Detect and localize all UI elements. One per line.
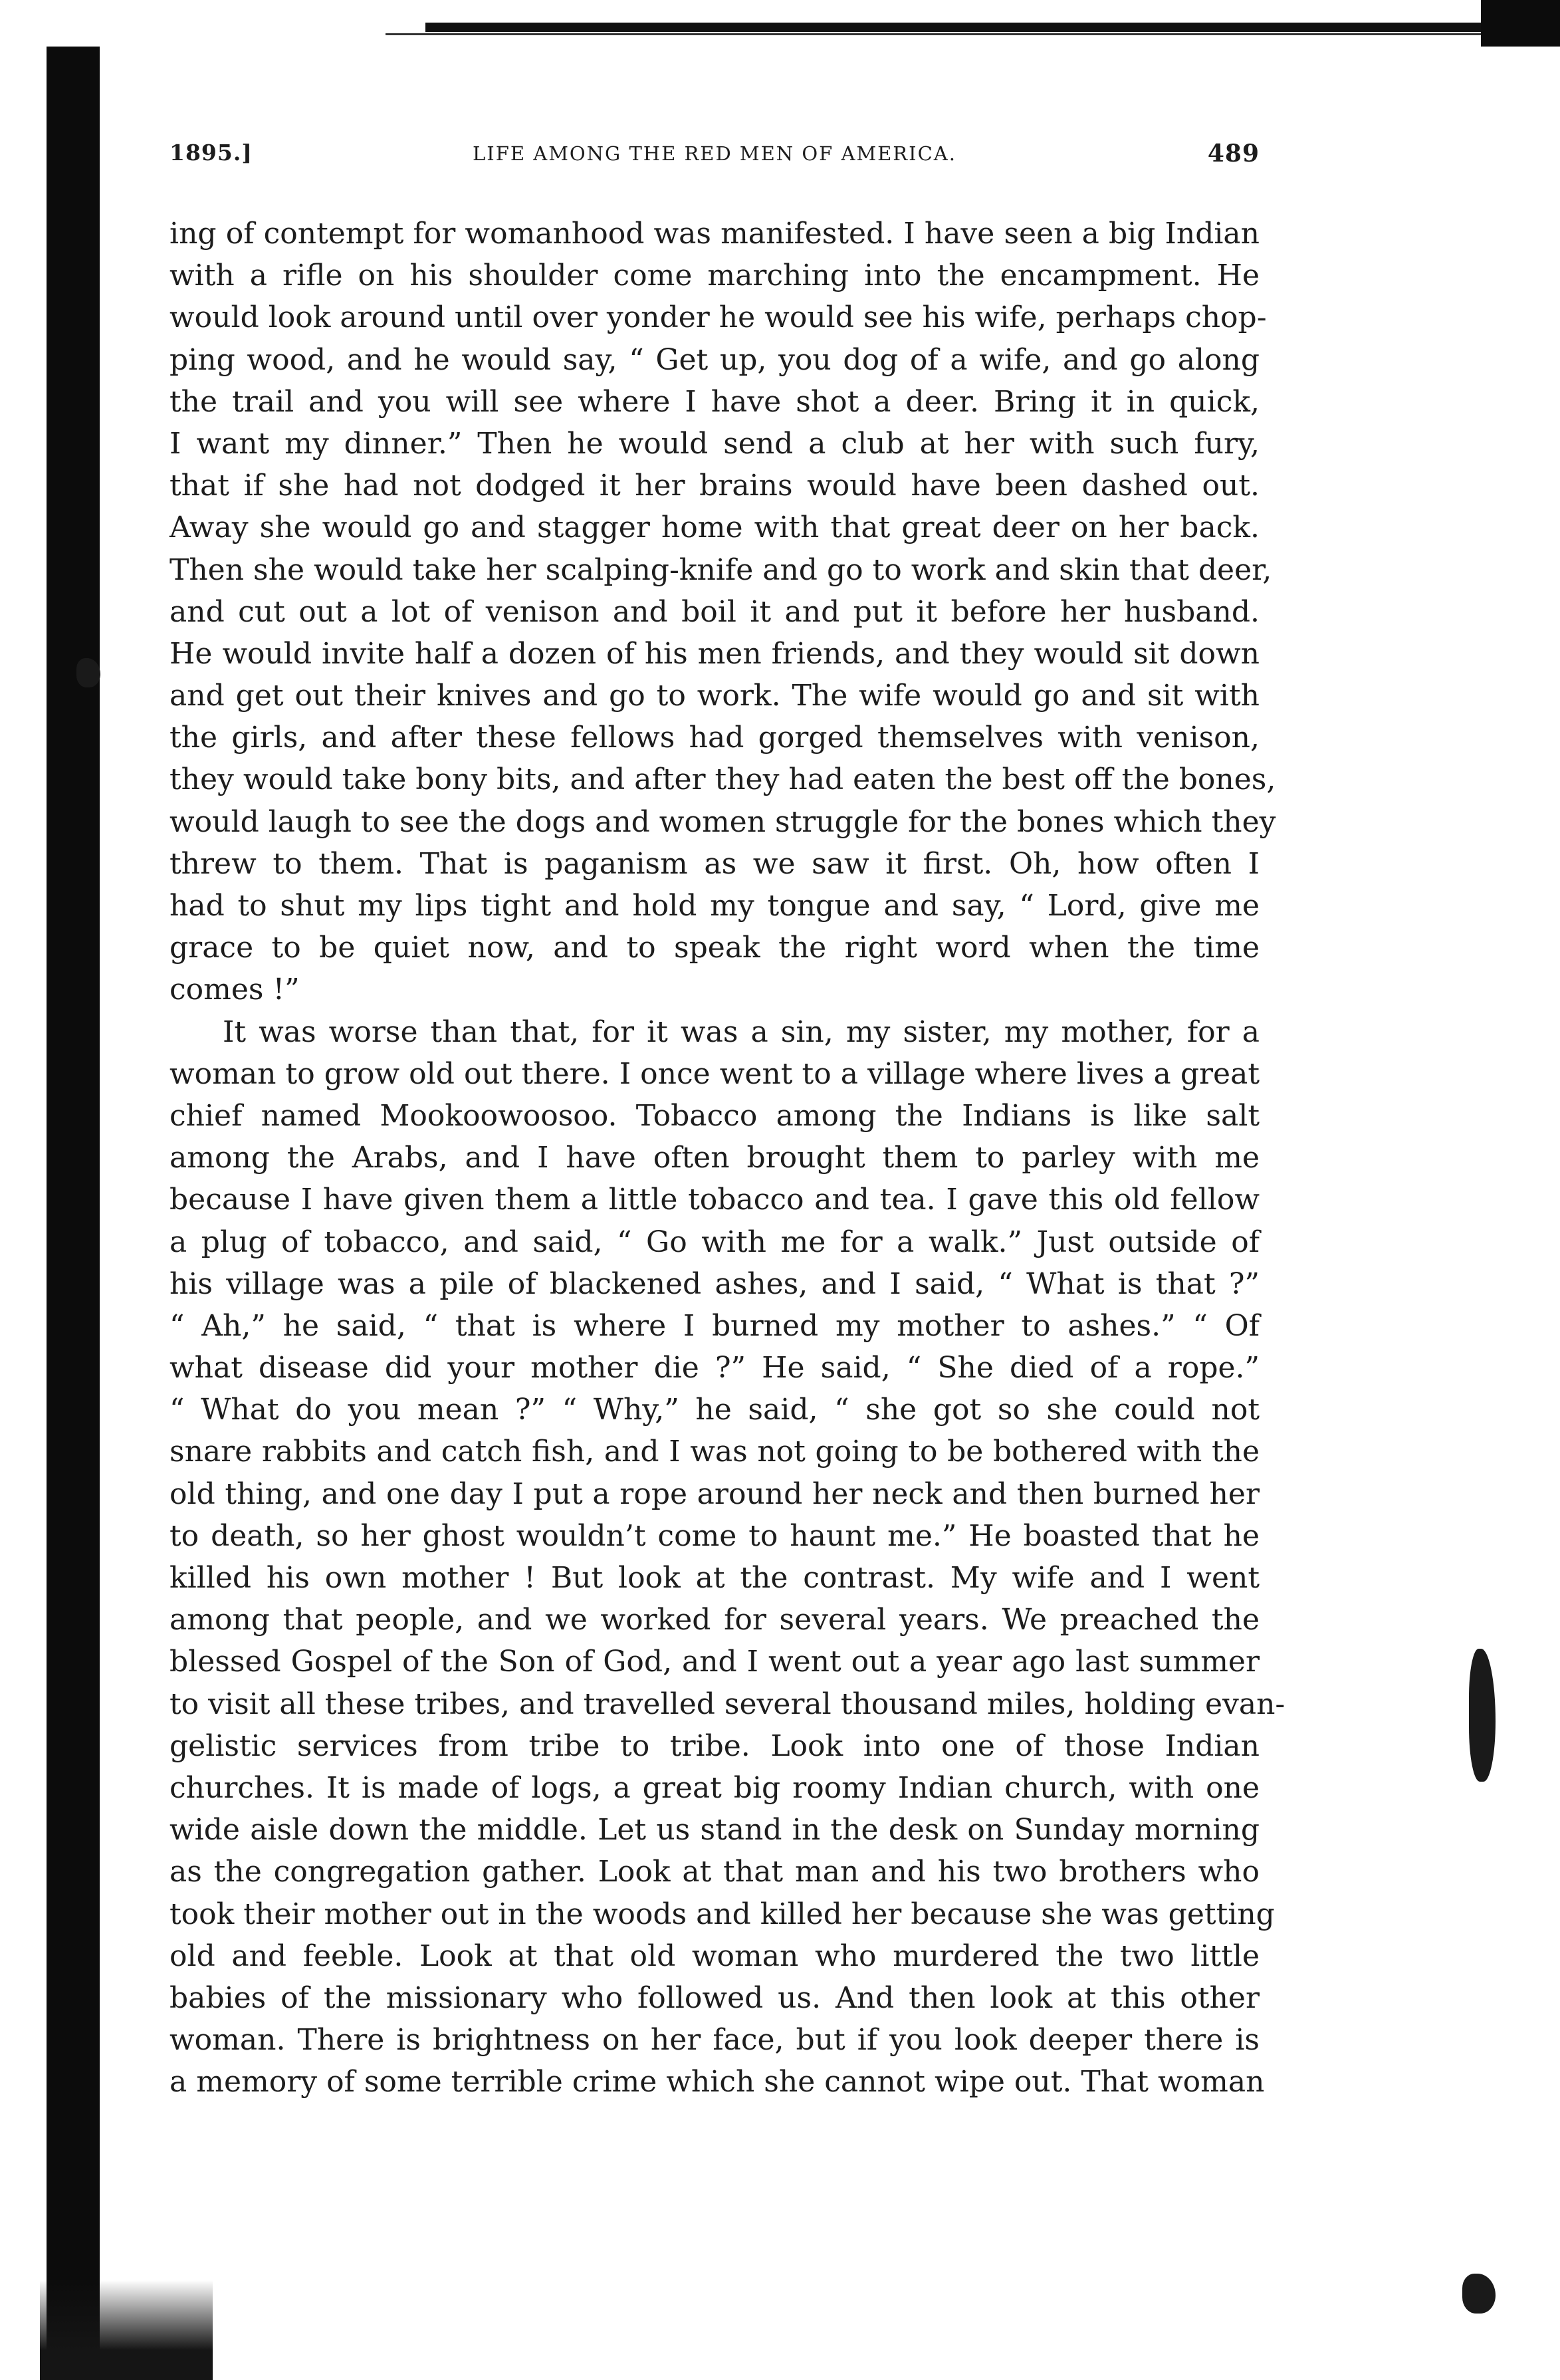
text-line: gelistic services from tribe to tribe. Look into one of those Indian (169, 1728, 1260, 1763)
text-line: his village was a pile of blackened ashes, and I said, “ What is that ?” (169, 1266, 1260, 1301)
text-line: chief named Mookoowoosoo. Tobacco among the Indians is like salt (169, 1098, 1260, 1133)
text-line: old thing, and one day I put a rope around her neck and then burned her (169, 1477, 1260, 1511)
running-head-title: LIFE AMONG THE RED MEN OF AMERICA. (473, 142, 956, 165)
running-head-date: 1895.] (169, 140, 253, 166)
text-line: blessed Gospel of the Son of God, and I went out a year ago last summer (169, 1645, 1260, 1679)
text-line: Away she would go and stagger home with that great deer on her back. (169, 511, 1260, 545)
top-edge-thin-rule (386, 33, 1502, 35)
text-line: churches. It is made of logs, a great big roomy Indian church, with one (169, 1770, 1260, 1805)
text-line: woman to grow old out there. I once went to a village where lives a great (169, 1056, 1260, 1091)
margin-ink-mark (76, 658, 100, 687)
text-line: comes !” (169, 973, 300, 1007)
text-line: grace to be quiet now, and to speak the right word when the time (169, 931, 1260, 965)
text-line: would look around until over yonder he would see his wife, perhaps chop- (169, 300, 1267, 335)
text-line: took their mother out in the woods and killed her because she was getting (169, 1897, 1275, 1931)
text-line: would laugh to see the dogs and women struggle for the bones which they (169, 804, 1276, 839)
margin-ink-mark (1469, 1649, 1496, 1782)
text-line: woman. There is brightness on her face, but if you look deeper there is (169, 2023, 1260, 2058)
text-line: It was worse than that, for it was a sin, my sister, my mother, for a (223, 1014, 1260, 1049)
text-line: had to shut my lips tight and hold my tongue and say, “ Lord, give me (169, 889, 1260, 923)
text-line: I want my dinner.” Then he would send a club at her with such fury, (169, 426, 1260, 461)
text-line: ing of contempt for womanhood was manifested. I have seen a big Indian (169, 217, 1260, 251)
text-line: to death, so her ghost wouldn’t come to haunt me.” He boasted that he (169, 1518, 1260, 1553)
text-line: because I have given them a little tobacco and tea. I gave this old fellow (169, 1183, 1260, 1217)
text-line: and cut out a lot of venison and boil it and put it before her husband. (169, 594, 1260, 629)
page-number: 489 (1207, 140, 1260, 168)
text-line: killed his own mother ! But look at the contrast. My wife and I went (169, 1561, 1260, 1595)
text-line: with a rifle on his shoulder come marching into the encampment. He (169, 259, 1260, 293)
binding-shadow (47, 47, 100, 2380)
text-line: to visit all these tribes, and travelled several thousand miles, holding evan- (169, 1687, 1285, 1721)
text-line: that if she had not dodged it her brains would have been dashed out. (169, 469, 1260, 503)
text-line: “ Ah,” he said, “ that is where I burned my mother to ashes.” “ Of (169, 1308, 1260, 1343)
text-line: threw to them. That is paganism as we saw it first. Oh, how often I (169, 846, 1260, 881)
body-text (169, 213, 1285, 2103)
corner-shadow (1481, 0, 1560, 47)
text-line: Then she would take her scalping-knife and go to work and skin that deer, (169, 552, 1272, 587)
top-edge-rule (425, 23, 1489, 32)
running-head (169, 140, 1260, 179)
text-line: wide aisle down the middle. Let us stand in the desk on Sunday morning (169, 1813, 1260, 1847)
text-line: snare rabbits and catch fish, and I was not going to be bothered with the (169, 1435, 1260, 1469)
text-line: a plug of tobacco, and said, “ Go with me for a walk.” Just outside of (169, 1225, 1260, 1259)
text-line: ping wood, and he would say, “ Get up, you dog of a wife, and go along (169, 342, 1260, 377)
text-line: among that people, and we worked for several years. We preached the (169, 1603, 1260, 1637)
text-line: and get out their knives and go to work. The wife would go and sit with (169, 679, 1260, 713)
text-line: what disease did your mother die ?” He said, “ She died of a rope.” (169, 1351, 1260, 1385)
margin-ink-mark (1462, 2274, 1496, 2314)
text-line: He would invite half a dozen of his men friends, and they would sit down (169, 636, 1260, 671)
text-line: babies of the missionary who followed us. And then look at this other (169, 1980, 1260, 2015)
binding-edge-shadow (40, 2280, 213, 2380)
text-line: they would take bony bits, and after they had eaten the best off the bones, (169, 763, 1276, 797)
text-line: among the Arabs, and I have often brought them to parley with me (169, 1141, 1260, 1175)
text-line: the girls, and after these fellows had gorged themselves with venison, (169, 721, 1260, 755)
text-line: as the congregation gather. Look at that man and his two brothers who (169, 1855, 1260, 1889)
text-line: a memory of some terrible crime which she cannot wipe out. That woman (169, 2065, 1265, 2099)
text-line: old and feeble. Look at that old woman who murdered the two little (169, 1939, 1260, 1973)
text-line: “ What do you mean ?” “ Why,” he said, “ she got so she could not (169, 1393, 1260, 1427)
text-line: the trail and you will see where I have shot a deer. Bring it in quick, (169, 384, 1260, 419)
